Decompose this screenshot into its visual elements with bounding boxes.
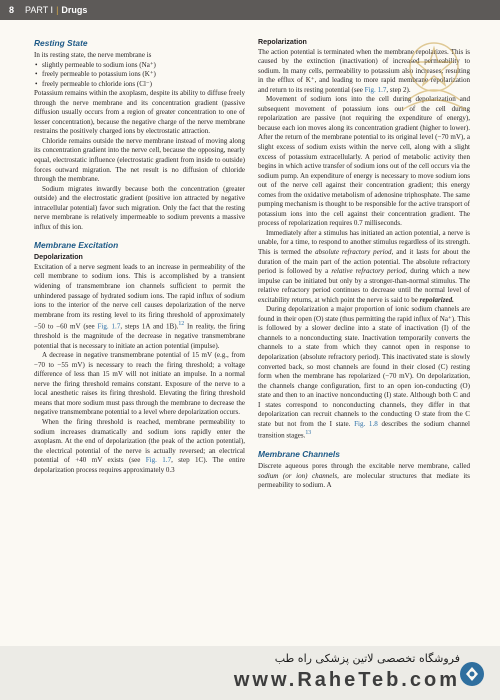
channels-paragraph-1 (258, 462, 470, 491)
depolarization-paragraph-2: A decrease in negative transmembrane potential of 15 mV (e.g., from −70 to −55 mV) is necessary to reach the firing threshold; a voltage difference of less than 15 mV will not initiate an impulse. In a normal nerve the firing threshold remains constant. Exposure of the nerve to a local anesthetic raises its firing threshold. Elevating the firing threshold means that more sodium must pass through the membrane to decrease the negative transmembrane potential to a level where depolarization occurs. (34, 351, 245, 417)
header-separator-mark (17, 5, 26, 15)
bullet-chloride: • freely permeable to chloride ions (Cl⁻) (34, 80, 245, 90)
footer-banner (0, 646, 500, 700)
text-run: Excitation of a nerve segment leads to an increase in permeability of the cell membrane to sodium ions. This is accomplished by a transient widening of transmembrane ion channels sufficient to permit the unhindered passage of hydrated sodium ions. The rapid influx of sodium ions to the interior of the nerve cell causes depolarization of the nerve membrane from its resting level to its firing threshold of approximately −50 to −60 mV (see (34, 262, 245, 331)
text-run: Discrete aqueous pores through the excitable nerve membrane, called (258, 462, 470, 471)
resting-paragraph-chloride: Chloride remains outside the nerve membrane instead of moving along its concentration gradient into the nerve cell, because the opposing, nearly equal, electrostatic influence (electrostatic gradient from inside to outside) forces outward migration. The net result is no diffusion of chloride through the membrane. (34, 136, 245, 184)
text-run: and it lasts for about the duration of the main part of the action potential. The absolute refractory period is followed by a (258, 247, 471, 276)
watermark-logo (388, 40, 480, 130)
citation-ref[interactable]: 13 (305, 430, 312, 437)
resting-intro: In its resting state, the nerve membrane is (34, 51, 152, 59)
term-sodium-channels: sodium (or ion) channels, (258, 471, 339, 480)
figure-link[interactable]: Fig. 1.7 (364, 85, 387, 94)
depolarization-paragraph-1 (34, 263, 245, 351)
text-run: , steps 1A and 1B). (120, 322, 179, 331)
heading-resting-state: Resting State (34, 38, 88, 48)
part-label: PART I (25, 5, 54, 15)
footer-logo-icon (458, 660, 486, 688)
text-run: During depolarization a major proportion of ionic sodium channels are found in their open (O) state (thus permitting the rapid influx of Na⁺). This is followed by a slower decline into a state of inactivation (I) of the channels to a nonconducting state. Inactivation temporarily converts the channels to a state from which they cannot open in response to depolarization (absolute refractory period). This inactivated state is slowly converted back, so most channels are found in their closed (C) resting form when the membrane has repolarized (−70 mV). On depolarization, the channels change configuration, first to an open ion-conducting (O) state and then to an inactive nonconducting (I) state. Although both C and I states correspond to nonconducting channels, they differ in that depolarization can recruit channels to the conducting O state from the C state but not from the I state. (258, 305, 470, 428)
term-absolute-refractory: absolute refractory period, (315, 247, 394, 256)
figure-link[interactable]: Fig. 1.8 (354, 419, 378, 428)
repolarization-paragraph-3 (258, 229, 470, 305)
resting-paragraph-potassium: Potassium remains within the axoplasm, despite its ability to diffuse freely through the nerve membrane and its concentration gradient (passive diffusion usually occurs from a region of greater concentration to one of lesser concentration), because the negative charge of the nerve membrane restrains the positively charged ions by electrostatic attraction. (34, 89, 245, 136)
citation-ref[interactable]: 12 (178, 321, 185, 328)
footer-url[interactable]: www.RaheTeb.com (233, 669, 460, 691)
text-run: describes the sodium channel transition stages. (258, 419, 470, 440)
footer-persian-text: فروشگاه تخصصی لاتین پزشکی راه طب (274, 652, 460, 665)
heading-membrane-excitation: Membrane Excitation (34, 240, 119, 251)
text-run: , step 1C). The entire depolarization process requires approximately 0.3 (34, 456, 245, 474)
figure-link[interactable]: Fig. 1.7 (145, 456, 172, 465)
heading-depolarization: Depolarization (34, 253, 83, 262)
repolarization-paragraph-4 (258, 305, 470, 441)
resting-bullet-list (34, 61, 245, 90)
figure-link[interactable]: Fig. 1.7 (97, 322, 121, 331)
heading-membrane-channels: Membrane Channels (258, 449, 340, 460)
term-repolarized: repolarized. (419, 295, 454, 304)
running-header (0, 0, 500, 20)
heading-repolarization: Repolarization (258, 38, 307, 46)
text-run: The action potential is terminated when the membrane repolarizes. This is caused by the extinction (inactivation) of increased permeability to sodium. In many cells, permeability to potassium also increases, resulting in the efflux of K⁺, and leading to more rapid membrane repolarization and return to its resting potential (see (258, 47, 470, 94)
depolarization-paragraph-3 (34, 418, 245, 475)
page-number: 8 (9, 5, 15, 15)
term-relative-refractory: relative refractory period, (331, 267, 408, 276)
chapter-title: Drugs (61, 5, 88, 15)
text-run: When the firing threshold is reached, membrane permeability to sodium increases dramatically and sodium ions rapidly enter the axoplasm. At the end of depolarization (the peak of the action potential), the electrical potential of the nerve is actually reversed; an electrical potential of +40 mV exists (see (34, 417, 245, 465)
bullet-sodium: • slightly permeable to sodium ions (Na⁺) (34, 61, 245, 71)
text-run: during which a new impulse can be initiated but only by a stronger-than-normal stimulus. The relative refractory period continues to decrease until the normal level of excitability returns, at which point the nerve is said to be (258, 267, 470, 304)
text-run: Immediately after a stimulus has initiated an action potential, a nerve is unable, for a time, to respond to another stimulus regardless of its strength. This is termed the (258, 228, 470, 256)
left-column (34, 38, 245, 475)
text-run: are molecular structures that mediate its permeability to sodium. A (258, 471, 470, 490)
bullet-potassium: • freely permeable to potassium ions (K⁺) (34, 70, 245, 80)
text-run: In reality, the firing threshold is the magnitude of the decrease in negative transmembrane potential that is necessary to initiate an action potential (impulse). (34, 322, 245, 350)
header-separator: | (56, 5, 59, 15)
text-run: , step 2). (386, 85, 411, 94)
resting-paragraph-sodium: Sodium migrates inwardly because both the concentration (greater outside) and the electrostatic gradient (positive ion attracted by negative intracellular potential) favor such migration. Only the fact that the resting nerve membrane is relatively impermeable to sodium prevents a massive influx of this ion. (34, 184, 245, 231)
repolarization-paragraph-2: Movement of sodium ions into the cell during depolarization and subsequent movement of potassium ions out of the cell during repolarization are passive (not requiring the expenditure of energy), because each ion moves along its concentration gradient (higher to lower). After the return of the membrane potential to its original level (−70 mV), a slight excess of sodium exists within the nerve cell, along with a slight excess of potassium extracellularly. A period of metabolic activity then begins in which active transfer of sodium ions out of the cell occurs via the sodium pump. An expenditure of energy is necessary to move sodium ions out of the nerve cell against their concentration gradient; this energy comes from the oxidative metabolism of adenosine triphosphate. The same pumping mechanism is thought to be responsible for the active transport of potassium ions into the cell against their concentration gradient. The process of repolarization requires 0.7 milliseconds. (258, 95, 470, 228)
